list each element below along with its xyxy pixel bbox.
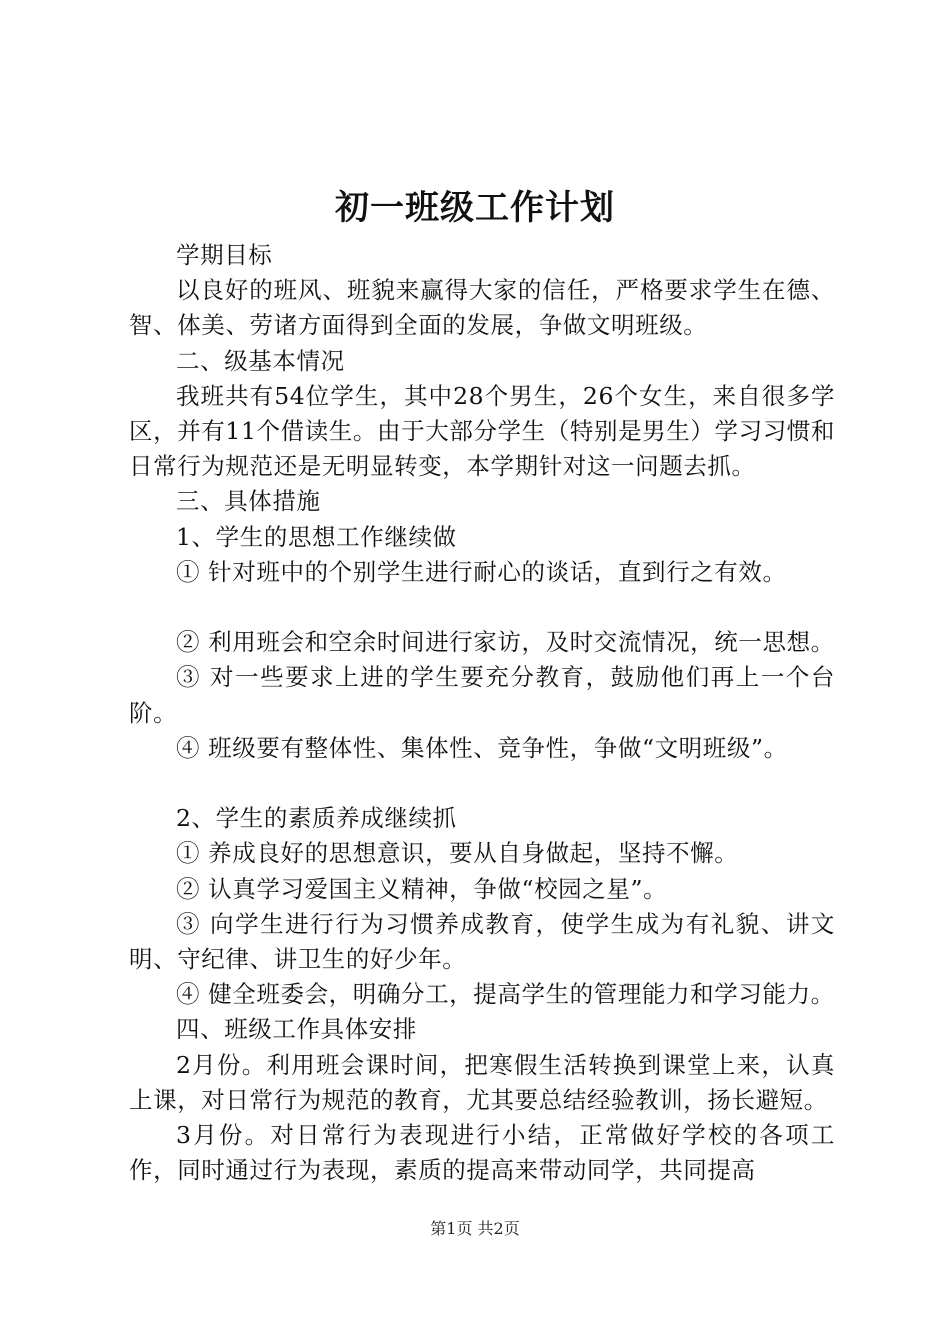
document-title: 初一班级工作计划 [335, 188, 615, 228]
paragraph-measure-1-item-1: ① 针对班中的个别学生进行耐心的谈话，直到行之有效。 [176, 557, 787, 586]
page-footer: 第1页 共2页 [430, 1219, 520, 1238]
paragraph-measure-2-item-2: ② 认真学习爱国主义精神，争做“校园之星”。 [176, 874, 668, 903]
paragraph-measure-2-item-3: ③ 向学生进行行为习惯养成教育，使学生成为有礼貌、讲文明、守纪律、讲卫生的好少年。 [129, 909, 835, 974]
paragraph-basic-info: 我班共有54位学生，其中28个男生，26个女生，来自很多学区，并有11个借读生。由于大部分学生（特别是男生）学习习惯和日常行为规范还是无明显转变，本学期针对这一问题去抓。 [129, 381, 835, 481]
paragraph-measure-1-heading: 1、学生的思想工作继续做 [176, 522, 457, 551]
paragraph-measure-2-item-1: ① 养成良好的思想意识，要从自身做起，坚持不懈。 [176, 839, 739, 868]
paragraph-schedule-heading: 四、班级工作具体安排 [176, 1015, 417, 1044]
paragraph-measure-1-item-4: ④ 班级要有整体性、集体性、竞争性，争做“文明班级”。 [176, 733, 788, 762]
document-body [129, 238, 835, 1188]
paragraph-schedule-march: 3月份。对日常行为表现进行小结，正常做好学校的各项工作，同时通过行为表现，素质的提高来带动同学，共同提高 [129, 1121, 835, 1185]
paragraph-semester-goal-heading: 学期目标 [176, 241, 273, 269]
paragraph-schedule-february: 2月份。利用班会课时间，把寒假生活转换到课堂上来，认真上课，对日常行为规范的教育，尤其要总结经验教训，扬长避短。 [129, 1050, 835, 1114]
paragraph-measure-2-heading: 2、学生的素质养成继续抓 [176, 804, 457, 833]
paragraph-measures-heading: 三、具体措施 [176, 487, 321, 516]
paragraph-measure-2-item-4: ④ 健全班委会，明确分工，提高学生的管理能力和学习能力。 [176, 980, 835, 1009]
paragraph-measure-1-item-3: ③ 对一些要求上进的学生要充分教育，鼓励他们再上一个台阶。 [129, 663, 835, 727]
paragraph-semester-goal: 以良好的班风、班貌来赢得大家的信任，严格要求学生在德、智、体美、劳诸方面得到全面的发展，争做文明班级。 [129, 276, 835, 340]
paragraph-measure-1-item-2: ② 利用班会和空余时间进行家访，及时交流情况，统一思想。 [176, 628, 835, 657]
paragraph-basic-info-heading: 二、级基本情况 [176, 346, 345, 375]
